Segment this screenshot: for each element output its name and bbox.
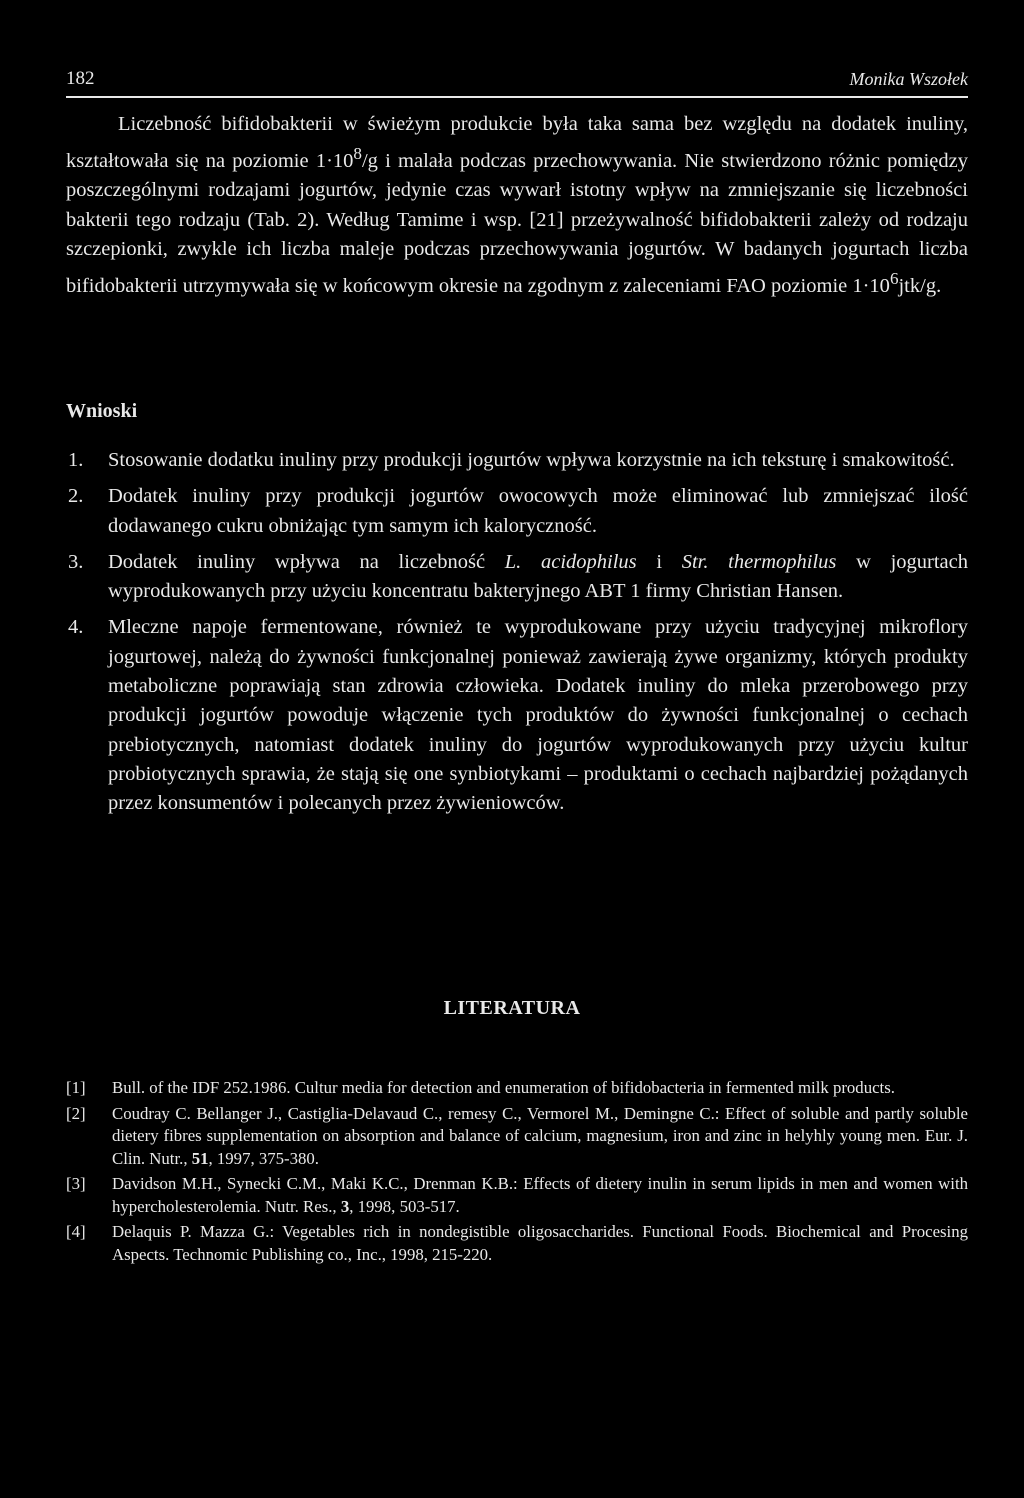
body-paragraph — [66, 110, 968, 301]
conclusion-number: 2. — [68, 485, 84, 508]
running-header — [66, 66, 968, 98]
reference-text: , 1998, 503-517. — [349, 1196, 460, 1216]
species-name: L. acidophilus — [504, 550, 637, 573]
paragraph-text: jtk/g. — [898, 275, 942, 298]
conclusion-text: Dodatek inuliny przy produkcji jogurtów owocowych może eliminować lub zmniejszać ilość dodawanego cukru obniżając tym samym ich kaloryczność. — [108, 485, 968, 537]
conclusion-text: i — [636, 550, 682, 573]
reference-list — [66, 1077, 968, 1269]
conclusion-text: Dodatek inuliny wpływa na liczebność — [108, 550, 505, 573]
paragraph-text: Liczebność bifidobakterii w świeżym produkcie była taka sama bez względu na dodatek inuliny, kształtowała się na poziomie 1·10 — [66, 113, 968, 173]
conclusion-text: Mleczne napoje fermentowane, również te wyprodukowane przy użyciu tradycyjnej mikroflory jogurtowej, należą do żywności funkcjonalnej ponieważ zawierają żywe organizmy, których produkty metaboliczne poprawiają stan zdrowia człowieka. Dodatek inuliny do mleka przerobowego przy produkcji jogurtów powoduje włączenie tych produktów do żywności funkcjonalnej o cechach prebiotycznych, natomiast dodatek inuliny do jogurtów wyprodukowanych przy użyciu kultur probiotycznych sprawia, że stają się one synbiotykami – produktami o cechach najbardziej pożądanych przez konsumentów i polecanych przez żywieniowców. — [108, 616, 968, 815]
reference-text: , 1997, 375-380. — [208, 1148, 319, 1168]
conclusions-heading: Wnioski — [66, 400, 138, 422]
literature-heading: LITERATURA — [443, 997, 581, 1019]
conclusion-number: 3. — [68, 550, 84, 573]
conclusion-text: Stosowanie dodatku inuliny przy produkcji jogurtów wpływa korzystnie na ich teksturę i smakowitość. — [108, 449, 955, 471]
reference-number: [2] — [66, 1103, 86, 1123]
conclusion-text: w jogurtach wyprodukowanych przy użyciu koncentratu bakteryjnego ABT 1 firmy Christian Hansen. — [108, 550, 968, 603]
body-text — [66, 110, 968, 301]
species-name: Str. thermophilus — [681, 550, 837, 573]
reference-number: [3] — [66, 1174, 86, 1193]
reference-text: Davidson M.H., Synecki C.M., Maki K.C., Drenman K.B.: Effects of dietery inulin in serum lipids in men and women with hypercholesterolemia. Nutr. Res., — [112, 1174, 968, 1216]
conclusions-list — [66, 446, 968, 826]
paragraph-text: /g i malała podczas przechowywania. Nie stwierdzono różnic pomiędzy poszczególnymi rodzajami jogurtów, jedynie czas wywarł istotny wpływ na zmniejszanie się liczebności bakterii tego rodzaju (Tab. 2). Według Tamime i wsp. [21] przeżywalność bifidobakterii zależy od rodzaju szczepionki, zwykle ich liczba maleje podczas przechowywania jogurtów. W badanych jogurtach liczba bifidobakterii utrzymywała się w końcowym okresie na zgodnym z zaleceniami FAO poziomie 1·10 — [66, 150, 968, 298]
reference-text: Delaquis P. Mazza G.: Vegetables rich in nondegistible oligosaccharides. Functional Foods. Biochemical and Procesing Aspects. Technomic Publishing co., Inc., 1998, 215-220. — [112, 1222, 968, 1264]
reference-item — [66, 1221, 968, 1266]
conclusion-item — [66, 482, 968, 541]
reference-item — [66, 1103, 968, 1171]
conclusion-number: 4. — [68, 616, 84, 639]
volume-number: 3 — [340, 1196, 350, 1216]
volume-number: 51 — [191, 1148, 209, 1168]
running-author: Monika Wszołek — [849, 69, 968, 89]
reference-item — [66, 1173, 968, 1218]
page-number: 182 — [66, 68, 95, 89]
reference-number: [4] — [66, 1222, 86, 1241]
conclusion-item — [66, 446, 968, 475]
superscript-exponent: 6 — [889, 269, 899, 289]
reference-text: Coudray C. Bellanger J., Castiglia-Delavaud C., remesy C., Vermorel M., Demingne C.: Effect of soluble and partly soluble dietery fibres supplementation on absorption and balance of calcium, magnesium, iron and zinc in helyhly young men. Eur. J. Clin. Nutr., — [112, 1103, 968, 1168]
reference-item — [66, 1077, 968, 1100]
conclusion-item — [66, 548, 968, 607]
reference-number: [1] — [66, 1078, 86, 1097]
superscript-exponent: 8 — [353, 144, 362, 164]
conclusion-item — [66, 613, 968, 818]
reference-text: Bull. of the IDF 252.1986. Cultur media for detection and enumeration of bifidobacteria in fermented milk products. — [112, 1078, 895, 1097]
conclusion-number: 1. — [68, 449, 84, 471]
